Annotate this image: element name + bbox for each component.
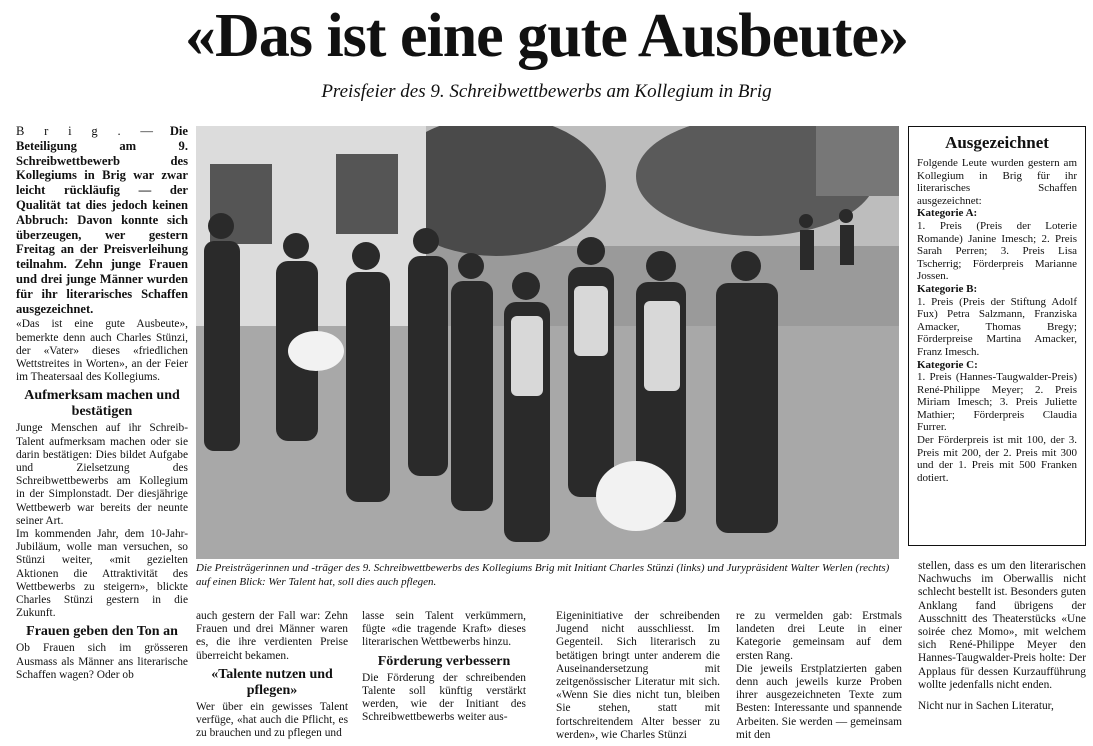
headline: «Das ist eine gute Ausbeute»	[185, 2, 908, 70]
paragraph: Die jeweils Erstplatzierten gaben denn auch jeweils kurze Proben ihrer ausgezeichneten Texte zum Besten: Interessante und spannende Arbeiten. Sie werden — gemeinsam mit den	[736, 662, 902, 741]
subheading: Förderung verbessern	[377, 653, 511, 669]
lead-text: Die Beteiligung am 9. Schreibwettbewerb des Kollegiums in Brig war zwar leicht rückläufig — der Qualität tat dies jedoch keinen Abbruch: Davon konnte sich überzeugen, wer gestern Freitag an der Preisverleihung teilnahm. Zehn junge Frauen und drei junge Männer wurden für ihr literarisches Schaffen ausgezeichnet.	[16, 124, 188, 316]
paragraph: Die Förderung der schreibenden Talente soll künftig verstärkt werden, wie der Initiant des Schreibwettbewerbs weiter aus-	[362, 671, 526, 724]
paragraph: Wer über ein gewisses Talent verfüge, «hat auch die Pflicht, es zu brauchen und zu pflegen und	[196, 700, 348, 740]
paragraph: Eigeninitiative der schreibenden Jugend nicht ausschliesst. Im Gegenteil. Sich literarisch zu betätigen bringt unter anderem die Auseinandersetzung mit zeitgenössischer Literatur mit sich. «Wenn Sie dies nicht tun, bleiben Sie stehen, statt mit fortschreitendem Alter besser zu werden», wie Charles Stünzi	[556, 610, 720, 741]
category-text: 1. Preis (Preis der Stiftung Adolf Fux) Petra Salzmann, Franziska Amacker, Thomas Bregy; Förderpreise Martina Amacker, Franz Imesch.	[917, 295, 1077, 358]
column-6	[918, 560, 1086, 713]
paragraph: Junge Menschen auf ihr Schreib-Talent aufmerksam machen oder sie darin bestätigen: Dies bildet Aufgabe und Zielsetzung des Schreibwettbewerbs am Kollegium in der Simplonstadt. Der diesjährige Wettbewerb war bereits der neunte seiner Art.	[16, 422, 188, 527]
column-4	[556, 610, 720, 742]
paragraph: lasse sein Talent verkümmern, fügte «die tragende Kraft» dieses literarischen Wettbewerbs hinzu.	[362, 610, 526, 649]
category-text: 1. Preis (Hannes-Taugwalder-Preis) René-Philippe Meyer; 2. Preis Miriam Imesch; 3. Preis Juliette Mathier; Förderpreis Claudia Furrer.	[917, 371, 1077, 434]
paragraph: stellen, dass es um den literarischen Nachwuchs im Oberwallis nicht schlecht bestellt ist. Besonders guten Anklang fand übrigens der Ausschnitt des Theaterstücks «Une soirée chez Momo», mit welchem sich René-Philippe Meyer den Hannes-Taugwalder-Preis holte: Der Applaus für dessen Kurzaufführung wollte jedenfalls nicht enden.	[918, 560, 1086, 691]
category-label: Kategorie C:	[917, 358, 978, 371]
box-body	[917, 157, 1077, 484]
category-label: Kategorie A:	[917, 207, 978, 220]
subheading: Frauen geben den Ton an	[26, 624, 178, 640]
award-winners-box	[908, 126, 1086, 546]
paragraph: «Das ist eine gute Ausbeute», bemerkte denn auch Charles Stünzi, der «Vater» dieses «friedlichen Wettstreites in Worten», an der Feier im Theatersaal des Kollegiums.	[16, 318, 188, 384]
photo-caption: Die Preisträgerinnen und -träger des 9. Schreibwettbewerbs des Kollegiums Brig mit Initiant Charles Stünzi (links) und Jurypräsident Walter Werlen (rechts) auf einen Blick: Wer Talent hat, soll dies auch pflegen.	[196, 562, 890, 588]
subheading: «Talente nutzen und pflegen»	[211, 666, 333, 698]
subheading: Aufmerksam machen und bestätigen	[24, 388, 180, 420]
paragraph: re zu vermelden gab: Erstmals landeten drei Leute in einer Kategorie gemeinsam auf dem ersten Rang.	[736, 610, 902, 662]
paragraph: Im kommenden Jahr, dem 10-Jahr-Jubiläum, wolle man versuchen, so Stünzi weiter, «mit gezielten Aktionen die Attraktivität des Wettbewerbs zu steigern», blickte Charles Stünzi gestern in die Zukunft.	[16, 528, 188, 620]
lead-paragraph	[16, 124, 188, 316]
column-2	[196, 610, 348, 740]
subtitle: Preisfeier des 9. Schreibwettbewerbs am Kollegium in Brig	[321, 81, 772, 102]
box-title: Ausgezeichnet	[945, 133, 1049, 152]
column-5	[736, 610, 902, 742]
column-1	[16, 124, 188, 682]
photo-illustration	[196, 126, 899, 559]
paragraph: auch gestern der Fall war: Zehn Frauen und drei Männer waren es, die ihre verdienten Preise überreicht bekamen.	[196, 610, 348, 662]
box-footer: Der Förderpreis ist mit 100, der 3. Preis mit 200, der 2. Preis mit 300 und der 1. Preis mit 500 Franken dotiert.	[917, 434, 1077, 484]
paragraph: Nicht nur in Sachen Literatur,	[918, 700, 1054, 713]
paragraph: Ob Frauen sich im grösseren Ausmass als Männer ans literarische Schaffen wagen? Oder ob	[16, 642, 188, 681]
dateline: B r i g . —	[16, 124, 157, 138]
box-intro: Folgende Leute wurden gestern am Kollegium in Brig für ihr literarisches Schaffen ausgezeichnet:	[917, 157, 1077, 207]
category-text: 1. Preis (Preis der Loterie Romande) Janine Imesch; 2. Preis Sarah Perren; 3. Preis Lisa Tscherrig; Förderpreis Marianne Jossen.	[917, 219, 1077, 283]
category-label: Kategorie B:	[917, 282, 978, 295]
group-photo	[196, 126, 899, 559]
column-3	[362, 610, 526, 724]
